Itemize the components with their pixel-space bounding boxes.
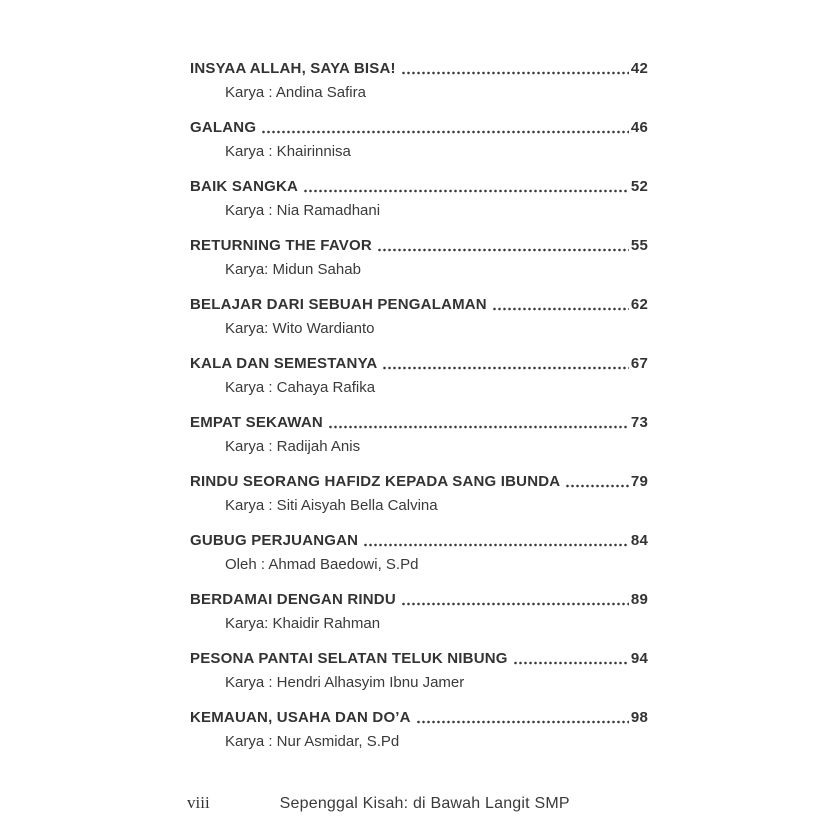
toc-entry-title: PESONA PANTAI SELATAN TELUK NIBUNG — [190, 650, 508, 667]
toc-entry-title: BAIK SANGKA — [190, 178, 299, 195]
footer-book-title: Sepenggal Kisah: di Bawah Langit SMP — [279, 795, 570, 812]
toc-entry-page-number: 98 — [630, 709, 648, 726]
toc-list — [190, 59, 648, 767]
toc-entry-title: EMPAT SEKAWAN — [190, 414, 323, 431]
dot-leader — [303, 177, 629, 196]
toc-entry-title: BELAJAR DARI SEBUAH PENGALAMAN — [190, 296, 487, 313]
toc-entry-title-row — [190, 236, 648, 255]
toc-entry — [190, 472, 648, 515]
toc-entry-page-number: 55 — [630, 237, 648, 254]
dot-leader — [565, 472, 629, 491]
toc-entry-author: Karya : Khairinnisa — [225, 143, 351, 160]
toc-entry-page-number: 79 — [630, 473, 648, 490]
toc-entry-author: Karya : Radijah Anis — [225, 438, 361, 455]
toc-entry — [190, 177, 648, 220]
toc-entry-title-row — [190, 413, 648, 432]
toc-entry-page-number: 73 — [630, 414, 648, 431]
toc-entry-page-number: 84 — [630, 532, 648, 549]
toc-entry-page-number: 42 — [630, 60, 648, 77]
toc-entry-author: Karya : Hendri Alhasyim Ibnu Jamer — [225, 674, 465, 691]
toc-entry-author: Karya: Wito Wardianto — [225, 320, 375, 337]
page-footer — [187, 793, 570, 813]
toc-entry-page-number: 67 — [630, 355, 648, 372]
dot-leader — [261, 118, 629, 137]
toc-entry-title-row — [190, 590, 648, 609]
dot-leader — [513, 649, 629, 668]
toc-entry-title: GUBUG PERJUANGAN — [190, 532, 359, 549]
toc-entry-author: Karya : Nia Ramadhani — [225, 202, 381, 219]
toc-entry-title-row — [190, 59, 648, 78]
toc-entry — [190, 590, 648, 633]
toc-entry-title-row — [190, 354, 648, 373]
dot-leader — [492, 295, 629, 314]
toc-entry-title-row — [190, 177, 648, 196]
toc-entry-author: Oleh : Ahmad Baedowi, S.Pd — [225, 556, 419, 573]
toc-entry-author: Karya : Andina Safira — [225, 84, 366, 101]
toc-entry-author: Karya : Cahaya Rafika — [225, 379, 376, 396]
dot-leader — [401, 59, 629, 78]
toc-entry-author: Karya : Nur Asmidar, S.Pd — [225, 733, 400, 750]
toc-entry-title-row — [190, 531, 648, 550]
dot-leader — [401, 590, 629, 609]
toc-entry-title: RINDU SEORANG HAFIDZ KEPADA SANG IBUNDA — [190, 473, 561, 490]
toc-entry-author: Karya : Siti Aisyah Bella Calvina — [225, 497, 438, 514]
toc-entry — [190, 59, 648, 102]
toc-entry-title-row — [190, 295, 648, 314]
toc-entry — [190, 295, 648, 338]
toc-entry-title: INSYAA ALLAH, SAYA BISA! — [190, 60, 396, 77]
toc-entry — [190, 236, 648, 279]
dot-leader — [377, 236, 629, 255]
toc-entry-page-number: 94 — [630, 650, 648, 667]
dot-leader — [382, 354, 628, 373]
toc-entry-title-row — [190, 118, 648, 137]
toc-entry-author: Karya: Khaidir Rahman — [225, 615, 381, 632]
toc-entry-title-row — [190, 708, 648, 727]
toc-entry-title-row — [190, 649, 648, 668]
dot-leader — [416, 708, 629, 727]
toc-entry-title: KEMAUAN, USAHA DAN DO’A — [190, 709, 411, 726]
dot-leader — [363, 531, 629, 550]
toc-entry — [190, 649, 648, 692]
toc-entry-page-number: 46 — [630, 119, 648, 136]
toc-entry — [190, 354, 648, 397]
toc-entry — [190, 118, 648, 161]
toc-entry-page-number: 89 — [630, 591, 648, 608]
dot-leader — [328, 413, 629, 432]
toc-entry — [190, 413, 648, 456]
folio-page-number: viii — [187, 793, 210, 812]
toc-entry — [190, 708, 648, 751]
toc-entry-title: KALA DAN SEMESTANYA — [190, 355, 378, 372]
toc-entry-title: RETURNING THE FAVOR — [190, 237, 372, 254]
toc-entry-author: Karya: Midun Sahab — [225, 261, 361, 278]
toc-entry-title: BERDAMAI DENGAN RINDU — [190, 591, 396, 608]
toc-entry-title: GALANG — [190, 119, 257, 136]
toc-entry — [190, 531, 648, 574]
toc-entry-page-number: 62 — [630, 296, 648, 313]
toc-entry-title-row — [190, 472, 648, 491]
toc-entry-page-number: 52 — [630, 178, 648, 195]
